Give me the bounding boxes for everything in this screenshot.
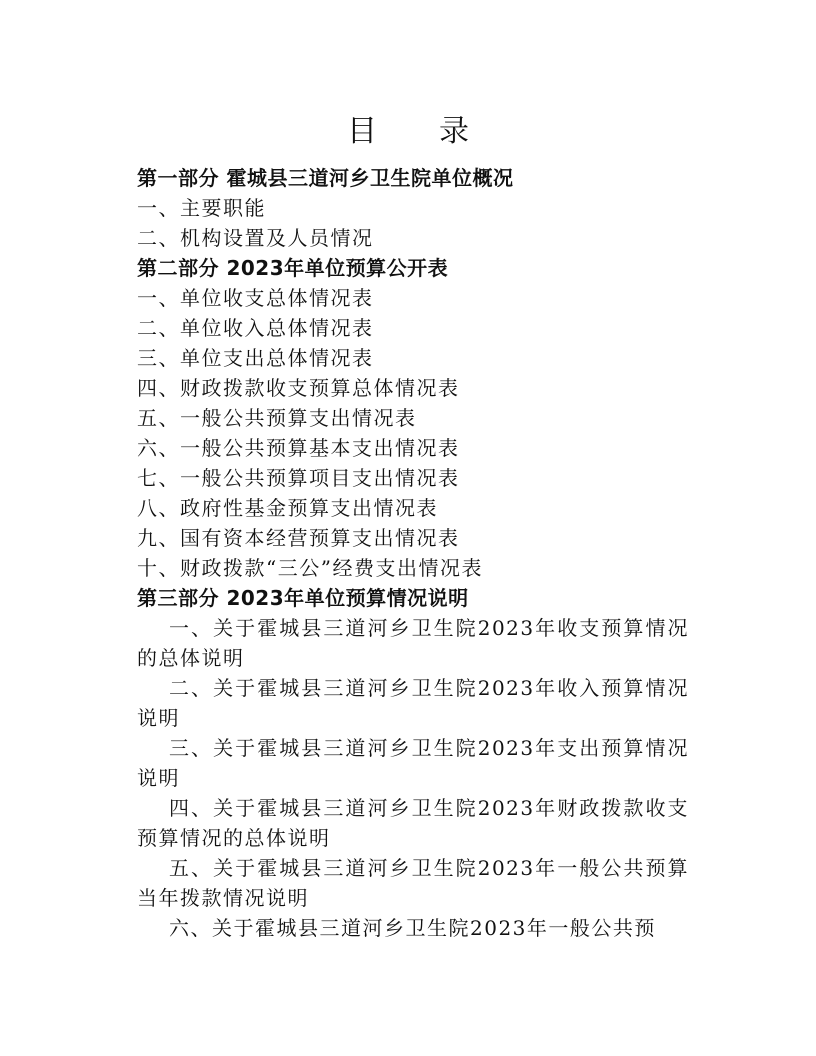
part-heading: 第三部分 2023年单位预算情况说明 [137,586,469,610]
toc-entry: 五、一般公共预算支出情况表 [137,406,417,430]
toc-title: 目录 [347,114,531,149]
toc-entry: 二、关于霍城县三道河乡卫生院2023年收入预算情况说明 [137,676,689,730]
toc-entry: 五、关于霍城县三道河乡卫生院2023年一般公共预算当年拨款情况说明 [137,856,689,910]
toc-entry: 二、单位收入总体情况表 [137,316,374,340]
toc-entry: 四、关于霍城县三道河乡卫生院2023年财政拨款收支预算情况的总体说明 [137,796,689,850]
toc-entry: 三、关于霍城县三道河乡卫生院2023年支出预算情况说明 [137,736,689,790]
toc-entry: 三、单位支出总体情况表 [137,346,374,370]
toc-entry: 九、国有资本经营预算支出情况表 [137,526,460,550]
toc-entry: 一、主要职能 [137,196,266,220]
part-heading: 第二部分 2023年单位预算公开表 [137,256,449,280]
toc-entry: 一、单位收支总体情况表 [137,286,374,310]
toc-entry: 二、机构设置及人员情况 [137,226,374,250]
part-heading: 第一部分 霍城县三道河乡卫生院单位概况 [137,166,514,190]
toc-entry: 八、政府性基金预算支出情况表 [137,496,438,520]
toc-entry: 六、关于霍城县三道河乡卫生院2023年一般公共预 [169,916,656,940]
toc-entry: 四、财政拨款收支预算总体情况表 [137,376,460,400]
toc-entry: 十、财政拨款“三公”经费支出情况表 [137,556,483,580]
toc-entry: 一、关于霍城县三道河乡卫生院2023年收支预算情况的总体说明 [137,616,689,670]
toc-entry: 六、一般公共预算基本支出情况表 [137,436,460,460]
toc-entry: 七、一般公共预算项目支出情况表 [137,466,460,490]
table-of-contents [137,163,689,943]
